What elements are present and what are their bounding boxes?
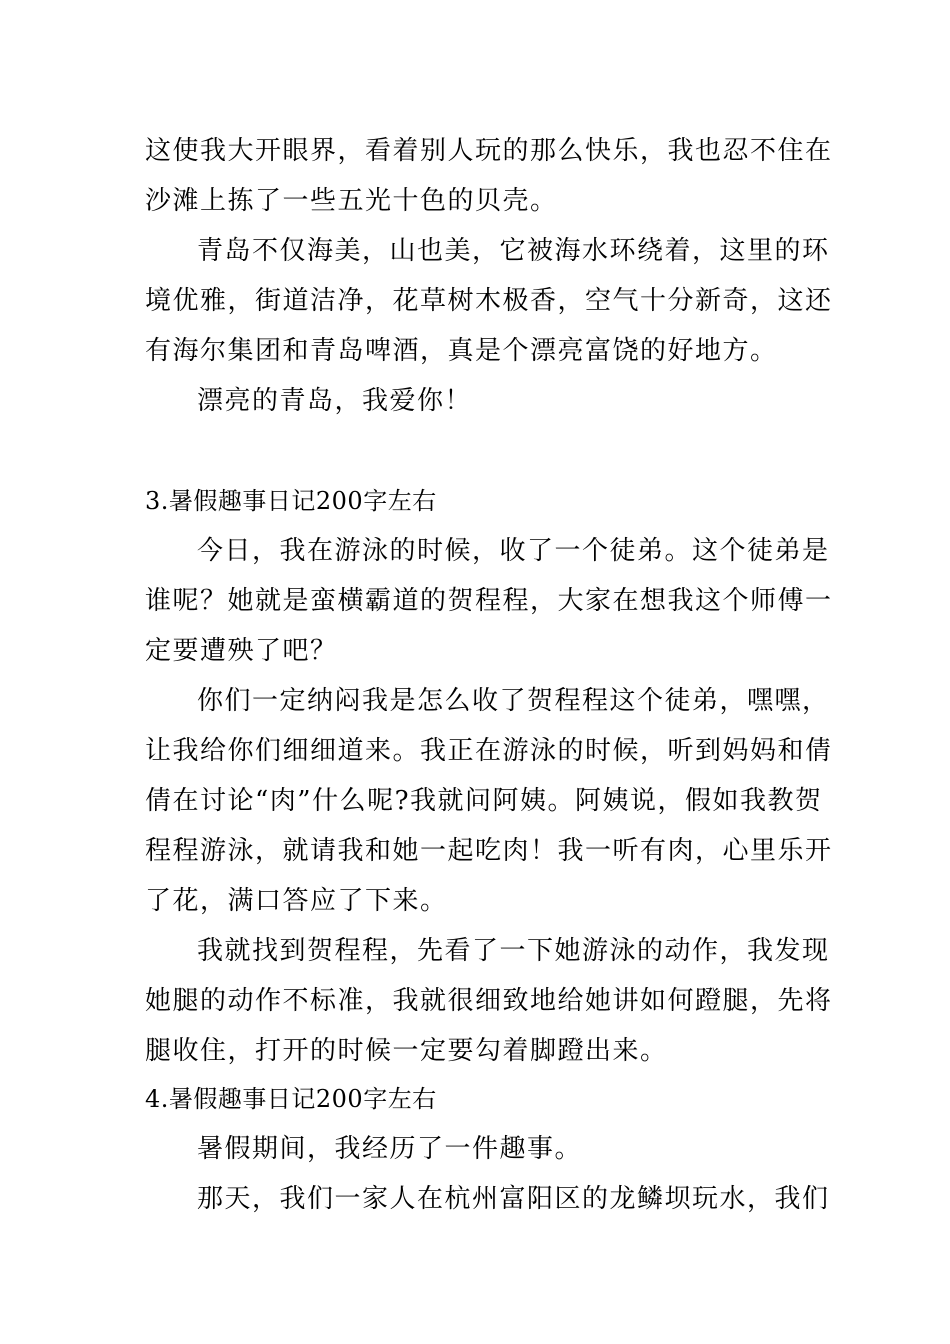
text-line: 谁呢？她就是蛮横霸道的贺程程，大家在想我这个师傅一 (145, 586, 833, 616)
paragraph-first-line: 我就找到贺程程，先看了一下她游泳的动作，我发现 (197, 936, 830, 966)
text-line: 定要遭殃了吧？ (145, 636, 338, 666)
paragraph-first-line: 今日，我在游泳的时候，收了一个徒弟。这个徒弟是 (197, 536, 830, 566)
text-line: 腿收住，打开的时候一定要勾着脚蹬出来。 (145, 1036, 668, 1066)
text-line: 让我给你们细细道来。我正在游泳的时候，听到妈妈和倩 (145, 736, 833, 766)
paragraph-first-line: 你们一定纳闷我是怎么收了贺程程这个徒弟，嘿嘿， (197, 686, 830, 716)
text-line: 这使我大开眼界，看着别人玩的那么快乐，我也忍不住在 (145, 136, 833, 166)
text-line: 了花，满口答应了下来。 (145, 886, 448, 916)
text-line: 她腿的动作不标准，我就很细致地给她讲如何蹬腿，先将 (145, 986, 833, 1016)
paragraph-first-line: 青岛不仅海美，山也美，它被海水环绕着，这里的环 (197, 236, 830, 266)
text-line: 沙滩上拣了一些五光十色的贝壳。 (145, 186, 558, 216)
paragraph-first-line: 那天，我们一家人在杭州富阳区的龙鳞坝玩水，我们 (197, 1184, 830, 1214)
text-line: 程程游泳，就请我和她一起吃肉！我一听有肉，心里乐开 (145, 836, 833, 866)
paragraph-first-line: 暑假期间，我经历了一件趣事。 (197, 1134, 583, 1164)
text-line: 倩在讨论“肉”什么呢?我就问阿姨。阿姨说，假如我教贺 (145, 786, 823, 816)
section-heading: 4.暑假趣事日记200字左右 (145, 1085, 437, 1113)
text-line: 境优雅，街道洁净，花草树木极香，空气十分新奇，这还 (145, 286, 833, 316)
section-heading: 3.暑假趣事日记200字左右 (145, 487, 437, 515)
text-line: 有海尔集团和青岛啤酒，真是个漂亮富饶的好地方。 (145, 336, 778, 366)
paragraph-first-line: 漂亮的青岛，我爱你！ (197, 386, 473, 416)
